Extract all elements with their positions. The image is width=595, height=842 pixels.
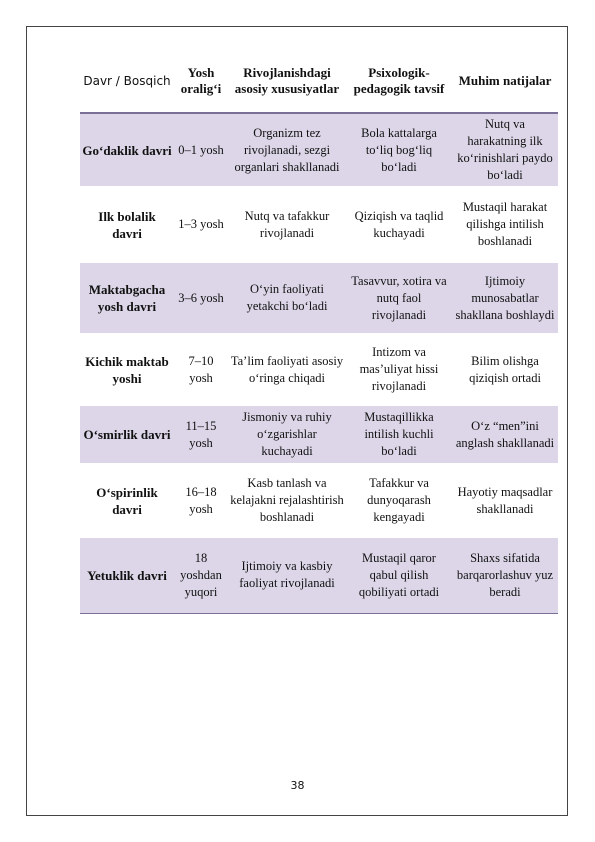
table-row: [80, 333, 558, 406]
page-number: 38: [290, 779, 305, 792]
age-cell: 0–1 yosh: [174, 113, 228, 186]
header-stage: Davr / Bosqich: [80, 50, 174, 113]
features-cell: Ijtimoiy va kasbiy faoliyat rivojlanadi: [228, 538, 346, 613]
table-row: [80, 186, 558, 263]
stage-cell: Maktabgacha yosh davri: [80, 263, 174, 333]
results-cell: Hayotiy maqsadlar shakllanadi: [457, 484, 553, 516]
header-features: Rivojlanishdagi asosiy xususiyatlar: [228, 50, 346, 113]
features-cell: Jismoniy va ruhiy o‘zgarishlar kuchayadi: [228, 406, 346, 463]
header-age: Yosh oralig‘i: [174, 50, 228, 113]
results-cell: Ijtimoiy munosabatlar shakllana boshlaydi: [452, 263, 558, 333]
features-cell: O‘yin faoliyati yetakchi bo‘ladi: [228, 263, 346, 333]
description-cell: Intizom va mas’uliyat hissi rivojlanadi: [359, 345, 439, 393]
results-cell: Bilim olishga qiziqish ortadi: [469, 353, 541, 385]
stage-cell: O‘smirlik davri: [80, 406, 174, 463]
description-cell: Tasavvur, xotira va nutq faol rivojlanadi: [346, 263, 452, 333]
development-stages-table: [80, 50, 558, 614]
age-cell: 7–10 yosh: [188, 353, 214, 385]
age-cell: 18 yoshdan yuqori: [174, 538, 228, 613]
table-row: [80, 463, 558, 538]
description-cell: Qiziqish va taqlid kuchayadi: [354, 208, 444, 240]
stage-cell: Yetuklik davri: [80, 538, 174, 613]
table-row: [80, 113, 558, 186]
features-cell: Organizm tez rivojlanadi, sezgi organlari shakllanadi: [228, 113, 346, 186]
table-row: [80, 538, 558, 613]
features-cell: Nutq va tafakkur rivojlanadi: [244, 208, 330, 240]
results-cell: O‘z “men”ini anglash shakllanadi: [452, 406, 558, 463]
description-cell: Bola kattalarga to‘liq bog‘liq bo‘ladi: [346, 113, 452, 186]
age-cell: 1–3 yosh: [178, 217, 224, 231]
stage-cell: Kichik maktab yoshi: [85, 353, 169, 386]
table-row: [80, 406, 558, 463]
age-cell: 16–18 yosh: [185, 484, 217, 516]
description-cell: Mustaqil qaror qabul qilish qobiliyati ortadi: [346, 538, 452, 613]
results-cell: Mustaqil harakat qilishga intilish boshlanadi: [462, 200, 548, 248]
table-header-row: [80, 50, 558, 113]
header-description: Psixologik-pedagogik tavsif: [346, 50, 452, 113]
table-row: [80, 263, 558, 333]
age-cell: 11–15 yosh: [174, 406, 228, 463]
header-results: Muhim natijalar: [452, 50, 558, 113]
stage-cell: O‘spirinlik davri: [96, 484, 158, 517]
features-cell: Kasb tanlash va kelajakni rejalashtirish boshlanadi: [230, 476, 344, 524]
description-cell: Tafakkur va dunyoqarash kengayadi: [367, 476, 431, 524]
features-cell: Ta’lim faoliyati asosiy o‘ringa chiqadi: [230, 353, 344, 385]
stage-cell: Go‘daklik davri: [80, 113, 174, 186]
results-cell: Nutq va harakatning ilk ko‘rinishlari paydo bo‘ladi: [452, 113, 558, 186]
results-cell: Shaxs sifatida barqarorlashuv yuz beradi: [452, 538, 558, 613]
age-cell: 3–6 yosh: [174, 263, 228, 333]
stage-cell: Ilk bolalik davri: [98, 208, 156, 241]
description-cell: Mustaqillikka intilish kuchli bo‘ladi: [346, 406, 452, 463]
